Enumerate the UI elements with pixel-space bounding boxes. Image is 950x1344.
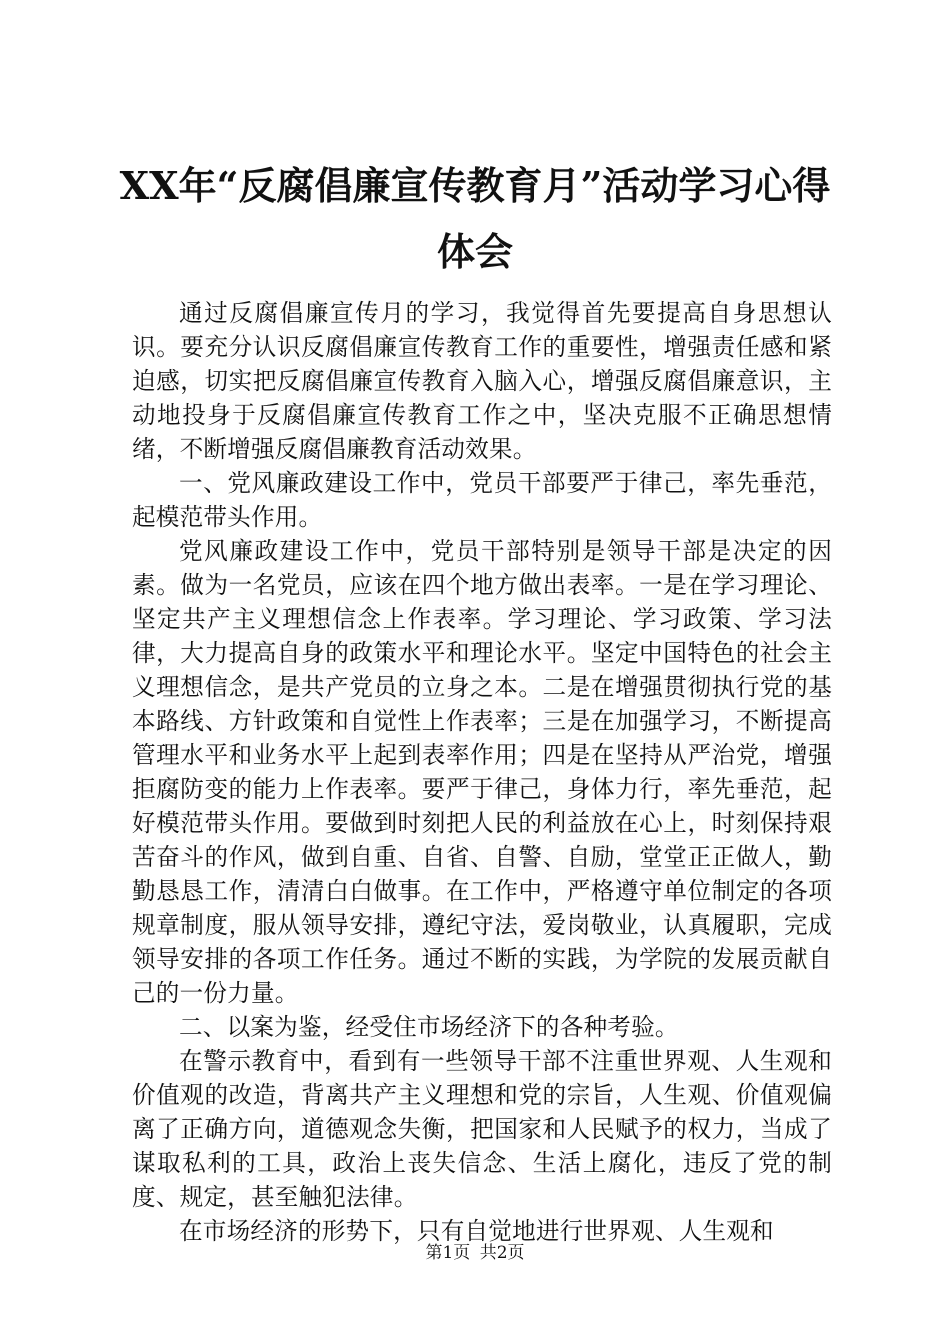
page-total: 共2页 bbox=[479, 1243, 525, 1263]
section-heading-1: 一、党风廉政建设工作中，党员干部要严于律己，率先垂范，起模范带头作用。 bbox=[132, 469, 832, 531]
title-line-2: 体会 bbox=[436, 229, 513, 274]
paragraph-continued: 在市场经济的形势下，只有自觉地进行世界观、人生观和 bbox=[179, 1217, 774, 1245]
paragraph-section-2: 在警示教育中，看到有一些领导干部不注重世界观、人生观和价值观的改造，背离共产主义理想和党的宗旨，人生观、价值观偏离了正确方向，道德观念失衡，把国家和人民赋予的权力，当成了谋取私利的工具，政治上丧失信念、生活上腐化，违反了党的制度、规定，甚至触犯法律。 bbox=[132, 1047, 832, 1211]
paragraph-intro: 通过反腐倡廉宣传月的学习，我觉得首先要提高自身思想认识。要充分认识反腐倡廉宣传教育工作的重要性，增强责任感和紧迫感，切实把反腐倡廉宣传教育入脑入心，增强反腐倡廉意识，主动地投身于反腐倡廉宣传教育工作之中，坚决克服不正确思想情绪，不断增强反腐倡廉教育活动效果。 bbox=[132, 299, 832, 463]
page-number: 第1页 bbox=[425, 1243, 471, 1263]
document-body bbox=[132, 296, 832, 1248]
section-heading-2: 二、以案为鉴，经受住市场经济下的各种考验。 bbox=[179, 1013, 679, 1041]
document-title bbox=[100, 153, 850, 285]
paragraph-section-1: 党风廉政建设工作中，党员干部特别是领导干部是决定的因素。做为一名党员，应该在四个地方做出表率。一是在学习理论、坚定共产主义理想信念上作表率。学习理论、学习政策、学习法律，大力提高自身的政策水平和理论水平。坚定中国特色的社会主义理想信念，是共产党员的立身之本。二是在增强贯彻执行党的基本路线、方针政策和自觉性上作表率；三是在加强学习，不断提高管理水平和业务水平上起到表率作用；四是在坚持从严治党，增强拒腐防变的能力上作表率。要严于律己，身体力行，率先垂范，起好模范带头作用。要做到时刻把人民的利益放在心上，时刻保持艰苦奋斗的作风，做到自重、自省、自警、自励，堂堂正正做人，勤勤恳恳工作，清清白白做事。在工作中，严格遵守单位制定的各项规章制度，服从领导安排，遵纪守法，爱岗敬业，认真履职，完成领导安排的各项工作任务。通过不断的实践，为学院的发展贡献自己的一份力量。 bbox=[132, 537, 832, 1007]
title-line-1: XX年“反腐倡廉宣传教育月”活动学习心得 bbox=[119, 163, 831, 208]
page-footer bbox=[0, 1241, 950, 1265]
